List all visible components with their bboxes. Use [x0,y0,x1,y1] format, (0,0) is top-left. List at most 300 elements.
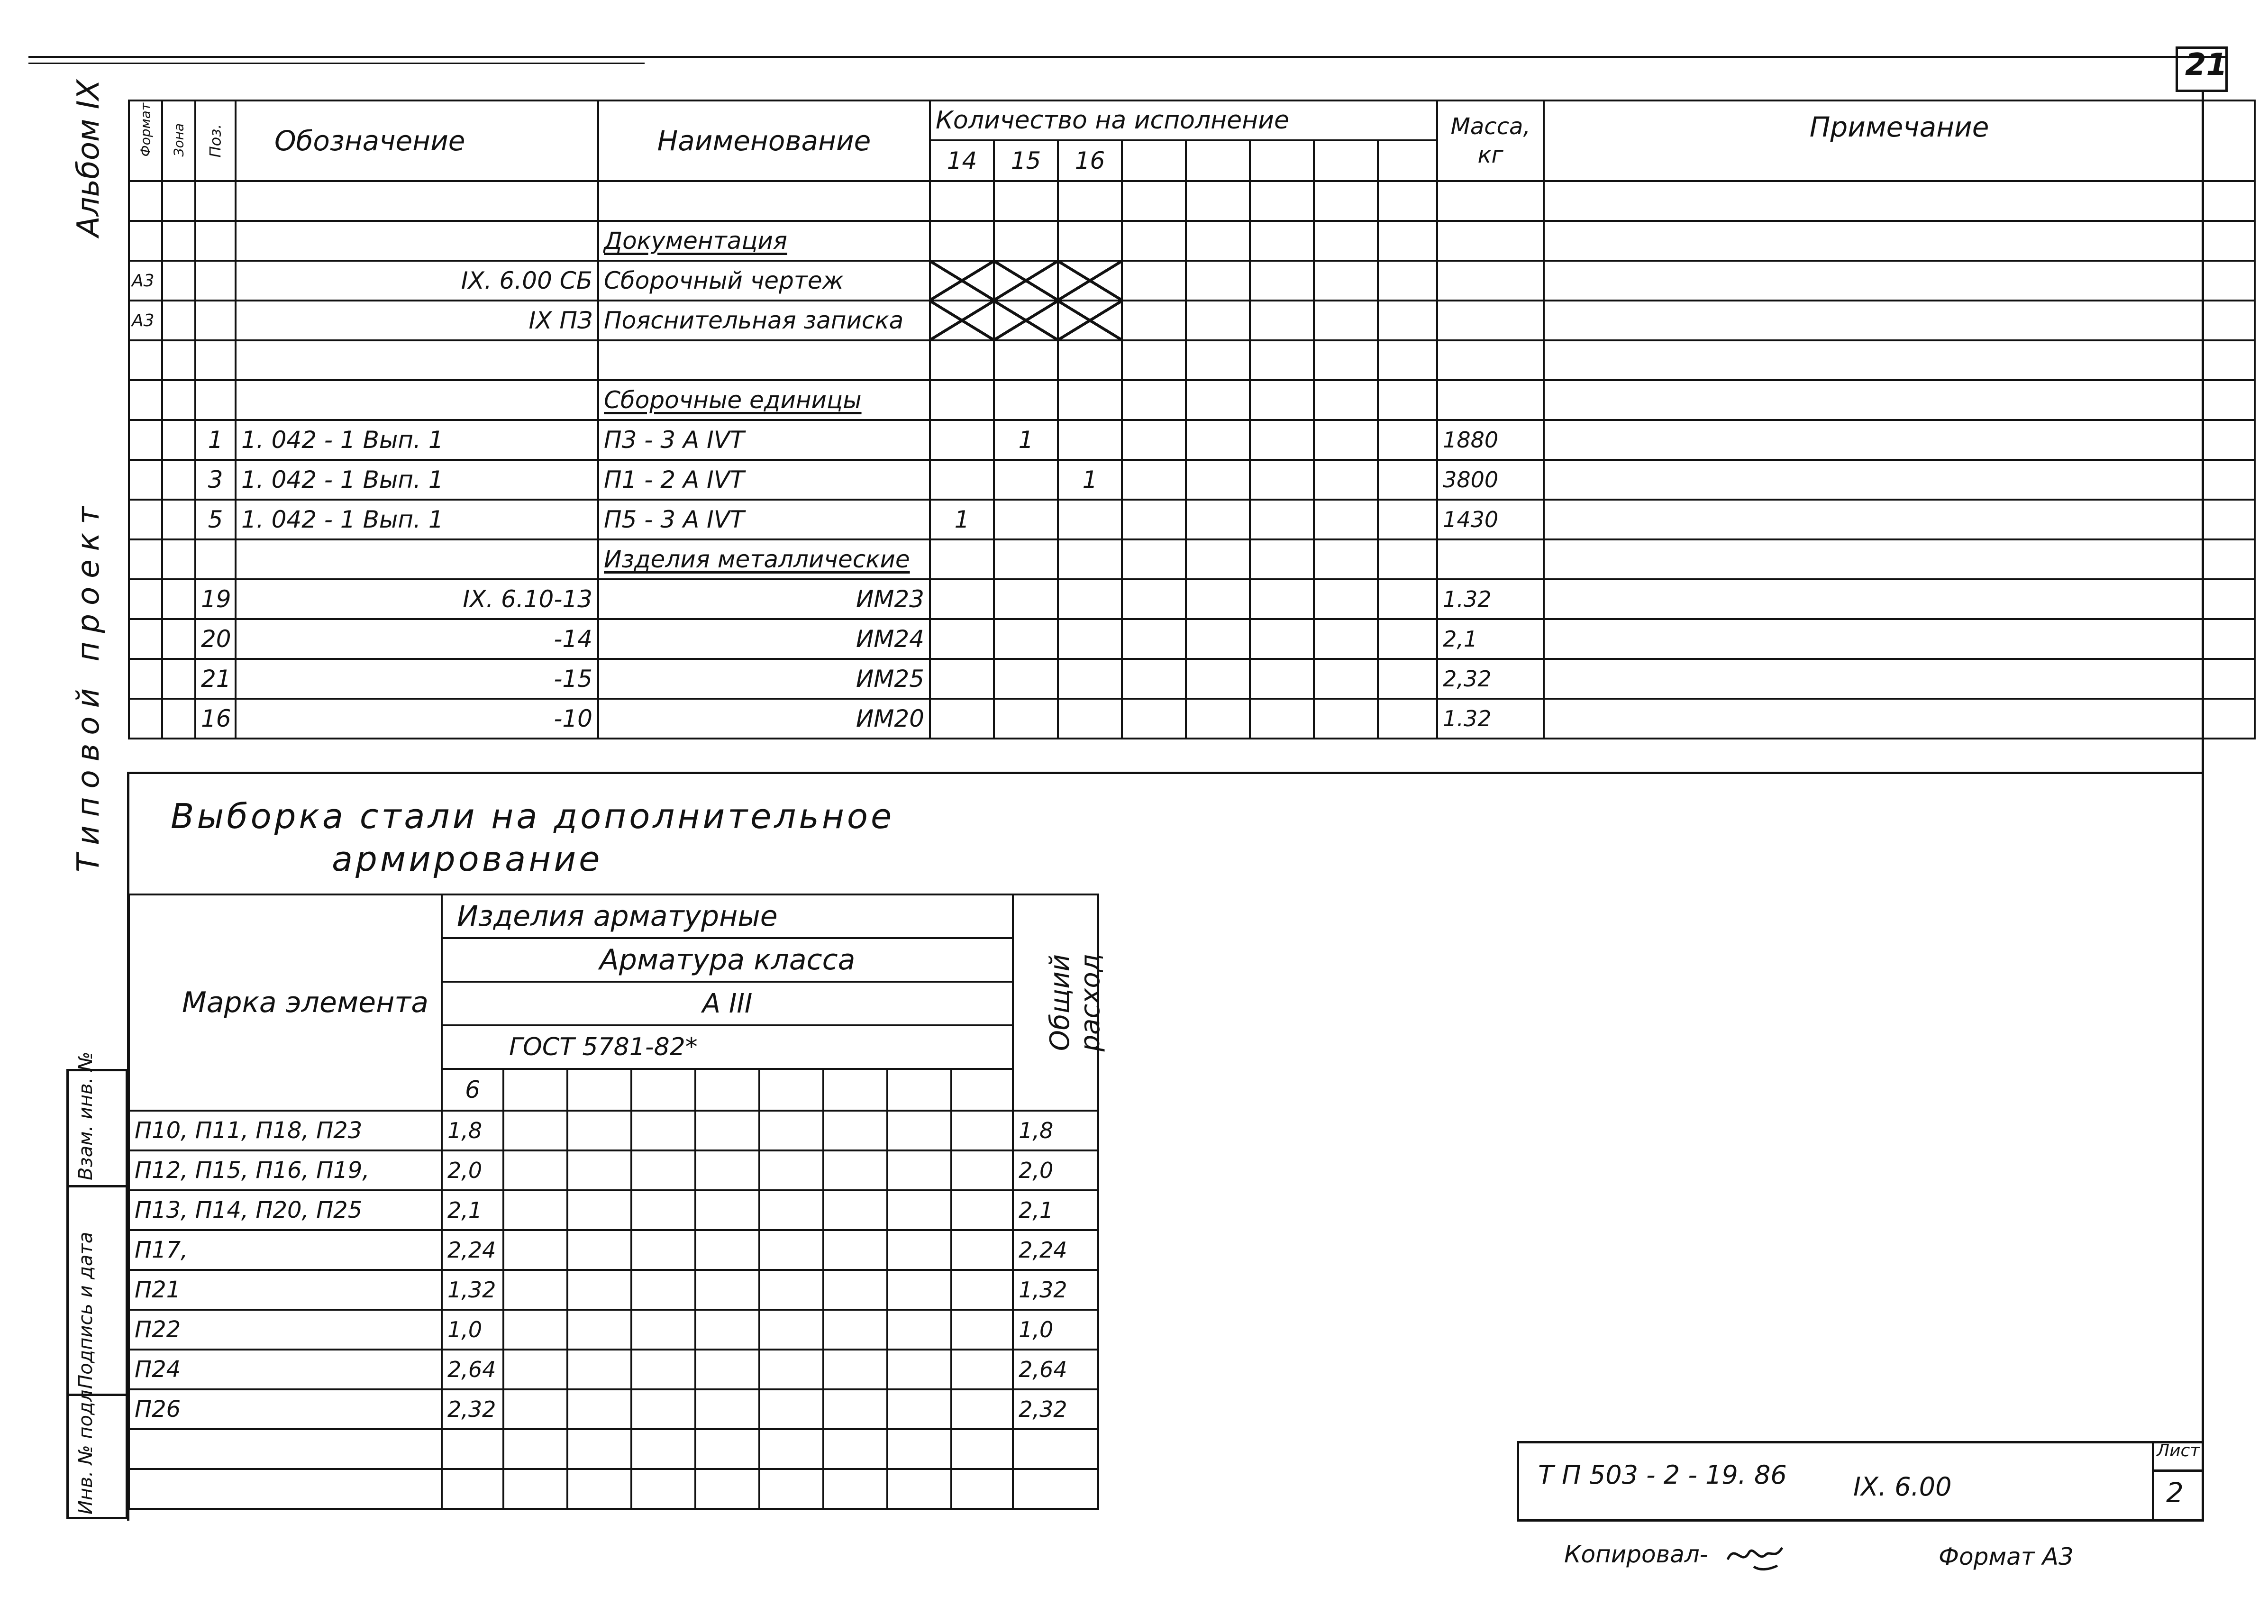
steel-blank-cell [823,1310,887,1350]
steel-blank-cell [887,1429,951,1469]
spec-row [129,460,2255,500]
steel-blank-cell [503,1389,567,1429]
qty-col-15: 15 [994,140,1058,181]
spec-mass-cell [1437,380,1544,420]
steel-total-cell: 1,0 [1013,1310,1098,1350]
spec-qty-cell [1186,619,1250,659]
steel-row [129,1350,1098,1389]
diam-blank [759,1069,823,1111]
mark-header: Марка элемента [129,894,442,1111]
steel-blank-cell [823,1429,887,1469]
spec-format-cell [129,579,162,619]
spec-qty-cell [1186,579,1250,619]
steel-blank-cell [695,1469,759,1509]
spec-qty-cell [1186,699,1250,739]
spec-qty-cell [1250,699,1314,739]
spec-qty-cell [930,619,994,659]
spec-qty-cell [1058,579,1122,619]
steel-blank-cell [567,1270,631,1310]
spec-mass-cell: 2,32 [1437,659,1544,699]
steel-total-cell: 2,24 [1013,1230,1098,1270]
spec-format-cell: А3 [129,261,162,301]
spec-designation-cell: 1. 042 - 1 Вып. 1 [236,420,598,460]
spec-qty-cell [994,181,1058,221]
spec-qty-cell [994,340,1058,380]
spec-qty-cell [1122,699,1186,739]
steel-d6-cell: 1,32 [442,1270,503,1310]
products-header: Изделия арматурные [442,894,1013,938]
steel-mark-cell: П22 [129,1310,442,1350]
spec-qty-cell [1378,340,1437,380]
spec-zone-cell [162,699,195,739]
spec-zone-cell [162,420,195,460]
spec-qty-cell [1186,420,1250,460]
steel-blank-cell [503,1230,567,1270]
steel-blank-cell [951,1429,1013,1469]
spec-qty-cell [994,261,1058,301]
spec-row [129,181,2255,221]
spec-row [129,420,2255,460]
steel-blank-cell [823,1111,887,1150]
steel-total-cell: 2,1 [1013,1190,1098,1230]
spec-qty-cell [1314,500,1378,539]
steel-row [129,1190,1098,1230]
spec-qty-cell [1250,340,1314,380]
spec-name-cell [598,181,930,221]
spec-qty-cell [1058,380,1122,420]
spec-designation-cell: IX. 6.00 СБ [236,261,598,301]
steel-blank-cell [951,1310,1013,1350]
spec-qty-cell [1250,579,1314,619]
spec-qty-cell [1122,579,1186,619]
spec-qty-cell [1186,181,1250,221]
steel-blank-cell [695,1350,759,1389]
spec-zone-cell [162,181,195,221]
spec-name-cell: Изделия металлические [598,539,930,579]
steel-blank-cell [823,1469,887,1509]
steel-blank-cell [951,1469,1013,1509]
spec-qty-cell [1250,420,1314,460]
steel-blank-cell [631,1190,695,1230]
spec-qty-cell [1058,420,1122,460]
rebar-header: Арматура класса [442,938,1013,982]
spec-qty-cell [1378,539,1437,579]
steel-blank-cell [887,1230,951,1270]
spec-qty-cell [1314,301,1378,340]
spec-qty-cell [1186,221,1250,261]
spec-mass-cell [1437,261,1544,301]
steel-blank-cell [759,1230,823,1270]
spec-qty-cell [930,301,994,340]
steel-d6-cell: 2,32 [442,1389,503,1429]
steel-d6-cell: 2,0 [442,1150,503,1190]
spec-qty-cell [1122,301,1186,340]
steel-d6-cell: 2,1 [442,1190,503,1230]
spec-mass-cell [1437,539,1544,579]
spec-zone-cell [162,380,195,420]
stamp-label-signature: Подпись и дата [75,1232,97,1389]
spec-designation-cell: 1. 042 - 1 Вып. 1 [236,460,598,500]
steel-blank-cell [503,1429,567,1469]
steel-blank-cell [695,1150,759,1190]
steel-blank-cell [887,1469,951,1509]
spec-qty-cell [930,420,994,460]
spec-note-cell [1544,181,2255,221]
spec-row [129,340,2255,380]
diam-blank [887,1069,951,1111]
spec-name-cell [598,340,930,380]
steel-blank-cell [503,1270,567,1310]
steel-blank-cell [823,1350,887,1389]
specification-table [128,100,2256,739]
steel-mark-cell: П17, [129,1230,442,1270]
spec-mass-cell [1437,221,1544,261]
steel-total-cell [1013,1429,1098,1469]
spec-qty-cell [1378,500,1437,539]
steel-total-cell [1013,1469,1098,1509]
steel-row [129,1270,1098,1310]
steel-row [129,1310,1098,1350]
spec-qty-cell [1250,181,1314,221]
format-header: Формат [137,102,154,156]
spec-qty-cell [1314,659,1378,699]
spec-qty-cell [994,579,1058,619]
steel-blank-cell [695,1270,759,1310]
spec-qty-cell [1314,221,1378,261]
copied-by: Копировал- [1564,1541,1708,1568]
spec-note-cell [1544,340,2255,380]
spec-designation-cell [236,181,598,221]
diam-blank [823,1069,887,1111]
spec-qty-cell [1122,539,1186,579]
note-header: Примечание [1544,100,2255,181]
spec-row [129,699,2255,739]
steel-row [129,1150,1098,1190]
spec-qty-cell [1314,261,1378,301]
spec-mass-cell: 1430 [1437,500,1544,539]
spec-mass-cell: 2,1 [1437,619,1544,659]
spec-qty-cell [930,579,994,619]
gost-header: ГОСТ 5781-82* [442,1025,1013,1069]
designation-header: Обозначение [236,100,598,181]
qty-group-header: Количество на исполнение [930,100,1437,140]
qty-col-14: 14 [930,140,994,181]
spec-qty-cell [1250,301,1314,340]
spec-qty-cell [1378,261,1437,301]
steel-mark-cell: П26 [129,1389,442,1429]
spec-pos-cell: 16 [195,699,236,739]
steel-blank-cell [631,1350,695,1389]
spec-header-row-1 [129,100,2255,140]
spec-zone-cell [162,340,195,380]
spec-qty-cell [1250,619,1314,659]
steel-d6-cell: 2,64 [442,1350,503,1389]
spec-qty-cell [1378,699,1437,739]
spec-pos-cell: 20 [195,619,236,659]
qty-col-blank [1314,140,1378,181]
steel-blank-cell [951,1270,1013,1310]
steel-total-cell: 2,32 [1013,1389,1098,1429]
spec-mass-cell: 1.32 [1437,579,1544,619]
spec-qty-cell [1250,380,1314,420]
spec-row [129,221,2255,261]
spec-zone-cell [162,579,195,619]
spec-qty-cell [1186,539,1250,579]
stamp-label-inventory: Инв. № подл. [75,1384,97,1515]
spec-qty-cell [930,380,994,420]
diam-blank [567,1069,631,1111]
spec-qty-cell [930,340,994,380]
spec-format-cell [129,619,162,659]
spec-qty-cell [1058,181,1122,221]
spec-note-cell [1544,500,2255,539]
diam-blank [631,1069,695,1111]
qty-col-blank [1250,140,1314,181]
spec-mass-cell: 1.32 [1437,699,1544,739]
spec-qty-cell [994,659,1058,699]
spec-qty-cell [1058,659,1122,699]
spec-qty-cell [1378,619,1437,659]
spec-name-cell: Пояснительная записка [598,301,930,340]
title-block-sheet-divider [2152,1469,2204,1472]
spec-qty-cell [1186,380,1250,420]
spec-mass-cell [1437,181,1544,221]
steel-total-cell: 2,0 [1013,1150,1098,1190]
steel-blank-cell [695,1389,759,1429]
spec-zone-cell [162,301,195,340]
spec-pos-cell [195,261,236,301]
diam-6-header: 6 [442,1069,503,1111]
spec-designation-cell [236,340,598,380]
spec-mass-cell [1437,340,1544,380]
spec-row [129,659,2255,699]
spec-qty-cell [1314,579,1378,619]
spec-qty-cell [1122,380,1186,420]
spec-qty-cell [1314,460,1378,500]
spec-qty-cell [1058,619,1122,659]
spec-row [129,380,2255,420]
spec-designation-cell [236,221,598,261]
spec-note-cell [1544,301,2255,340]
steel-blank-cell [695,1111,759,1150]
spec-qty-cell [1314,380,1378,420]
steel-d6-cell: 1,0 [442,1310,503,1350]
spec-qty-cell [1250,500,1314,539]
steel-mark-cell: П12, П15, П16, П19, [129,1150,442,1190]
steel-total-cell: 2,64 [1013,1350,1098,1389]
spec-qty-cell [1378,301,1437,340]
spec-designation-cell [236,380,598,420]
project-code: Т П 503 - 2 - 19. 86 [1538,1460,1787,1490]
qty-col-16: 16 [1058,140,1122,181]
steel-blank-cell [695,1310,759,1350]
spec-name-cell: ИМ25 [598,659,930,699]
top-border-line [28,56,2228,58]
steel-blank-cell [951,1111,1013,1150]
spec-row [129,619,2255,659]
copier-signature [1725,1533,1792,1576]
spec-qty-cell [994,380,1058,420]
spec-qty-cell [994,221,1058,261]
steel-d6-cell [442,1429,503,1469]
spec-pos-cell: 5 [195,500,236,539]
steel-blank-cell [951,1150,1013,1190]
steel-blank-cell [823,1150,887,1190]
steel-title-line1: Выборка стали на дополнительное [171,796,895,836]
steel-blank-cell [823,1190,887,1230]
total-header: Общий расход [1045,953,1106,1052]
spec-format-cell [129,221,162,261]
spec-qty-cell [930,221,994,261]
steel-header-row-1 [129,894,1098,938]
spec-name-cell: Сборочные единицы [598,380,930,420]
steel-mark-cell: П10, П11, П18, П23 [129,1111,442,1150]
zone-header: Зона [171,123,187,156]
steel-blank-cell [951,1350,1013,1389]
format-label: Формат А3 [1939,1543,2074,1570]
spec-mass-cell: 3800 [1437,460,1544,500]
spec-qty-cell [930,539,994,579]
spec-qty-cell: 1 [994,420,1058,460]
steel-blank-cell [887,1310,951,1350]
spec-qty-cell [1378,579,1437,619]
spec-designation-cell: IX ПЗ [236,301,598,340]
spec-name-cell: ИМ23 [598,579,930,619]
steel-blank-cell [503,1190,567,1230]
spec-qty-cell [930,659,994,699]
spec-note-cell [1544,539,2255,579]
spec-qty-cell [1314,420,1378,460]
spec-qty-cell [1186,340,1250,380]
spec-qty-cell [1058,221,1122,261]
steel-d6-cell: 2,24 [442,1230,503,1270]
steel-row [129,1230,1098,1270]
spec-pos-cell: 21 [195,659,236,699]
spec-qty-cell [1058,500,1122,539]
spec-row [129,261,2255,301]
project-label: Типовой проект [71,498,106,872]
steel-blank-cell [631,1310,695,1350]
stamp-divider-1 [66,1185,128,1187]
qty-col-blank [1122,140,1186,181]
steel-blank-cell [887,1150,951,1190]
name-header: Наименование [598,100,930,181]
spec-pos-cell: 1 [195,420,236,460]
steel-blank-cell [631,1270,695,1310]
spec-qty-cell [1122,340,1186,380]
spec-format-cell [129,340,162,380]
steel-mark-cell [129,1429,442,1469]
spec-qty-cell [1186,460,1250,500]
spec-zone-cell [162,619,195,659]
spec-qty-cell [1122,500,1186,539]
spec-qty-cell [1250,539,1314,579]
steel-blank-cell [759,1190,823,1230]
spec-row [129,539,2255,579]
spec-qty-cell [1122,261,1186,301]
steel-title-line2: армирование [332,839,603,879]
spec-bottom-line [128,772,2204,774]
steel-blank-cell [631,1389,695,1429]
class-header: А III [442,982,1013,1025]
spec-qty-cell [1250,460,1314,500]
spec-qty-cell [1058,539,1122,579]
spec-qty-cell [1186,261,1250,301]
steel-blank-cell [503,1111,567,1150]
sheet-number: 2 [2166,1477,2184,1509]
top-border-line-2 [28,63,645,64]
steel-row [129,1469,1098,1509]
steel-blank-cell [887,1111,951,1150]
steel-blank-cell [631,1469,695,1509]
spec-qty-cell [1186,500,1250,539]
spec-name-cell: Документация [598,221,930,261]
steel-mark-cell: П13, П14, П20, П25 [129,1190,442,1230]
steel-mark-cell: П21 [129,1270,442,1310]
steel-blank-cell [823,1230,887,1270]
spec-zone-cell [162,261,195,301]
steel-blank-cell [695,1429,759,1469]
steel-mark-cell [129,1469,442,1509]
spec-note-cell [1544,221,2255,261]
spec-note-cell [1544,460,2255,500]
steel-table [128,894,1106,1510]
steel-blank-cell [759,1389,823,1429]
page-number: 21 [2185,47,2228,82]
spec-qty-cell [1250,261,1314,301]
spec-qty-cell [1122,659,1186,699]
spec-qty-cell [1250,659,1314,699]
spec-qty-cell [930,460,994,500]
steel-blank-cell [631,1150,695,1190]
steel-blank-cell [759,1150,823,1190]
steel-blank-cell [823,1389,887,1429]
spec-qty-cell [1122,420,1186,460]
spec-designation-cell: -15 [236,659,598,699]
steel-blank-cell [631,1111,695,1150]
steel-blank-cell [823,1270,887,1310]
steel-blank-cell [887,1389,951,1429]
spec-format-cell [129,699,162,739]
steel-row [129,1429,1098,1469]
spec-qty-cell [930,699,994,739]
steel-row [129,1111,1098,1150]
spec-qty-cell [1378,460,1437,500]
steel-total-cell: 1,8 [1013,1111,1098,1150]
spec-mass-cell: 1880 [1437,420,1544,460]
spec-qty-cell [994,699,1058,739]
spec-pos-cell [195,380,236,420]
spec-qty-cell [1122,460,1186,500]
spec-note-cell [1544,420,2255,460]
spec-qty-cell [1314,619,1378,659]
spec-qty-cell [1058,261,1122,301]
steel-blank-cell [759,1270,823,1310]
steel-blank-cell [951,1230,1013,1270]
spec-qty-cell: 1 [1058,460,1122,500]
steel-d6-cell [442,1469,503,1509]
spec-zone-cell [162,221,195,261]
spec-pos-cell: 19 [195,579,236,619]
steel-blank-cell [567,1389,631,1429]
spec-qty-cell [1378,659,1437,699]
title-designation: IX. 6.00 [1853,1472,1952,1502]
spec-note-cell [1544,659,2255,699]
spec-qty-cell [1058,301,1122,340]
spec-row [129,500,2255,539]
spec-format-cell [129,460,162,500]
spec-note-cell [1544,619,2255,659]
